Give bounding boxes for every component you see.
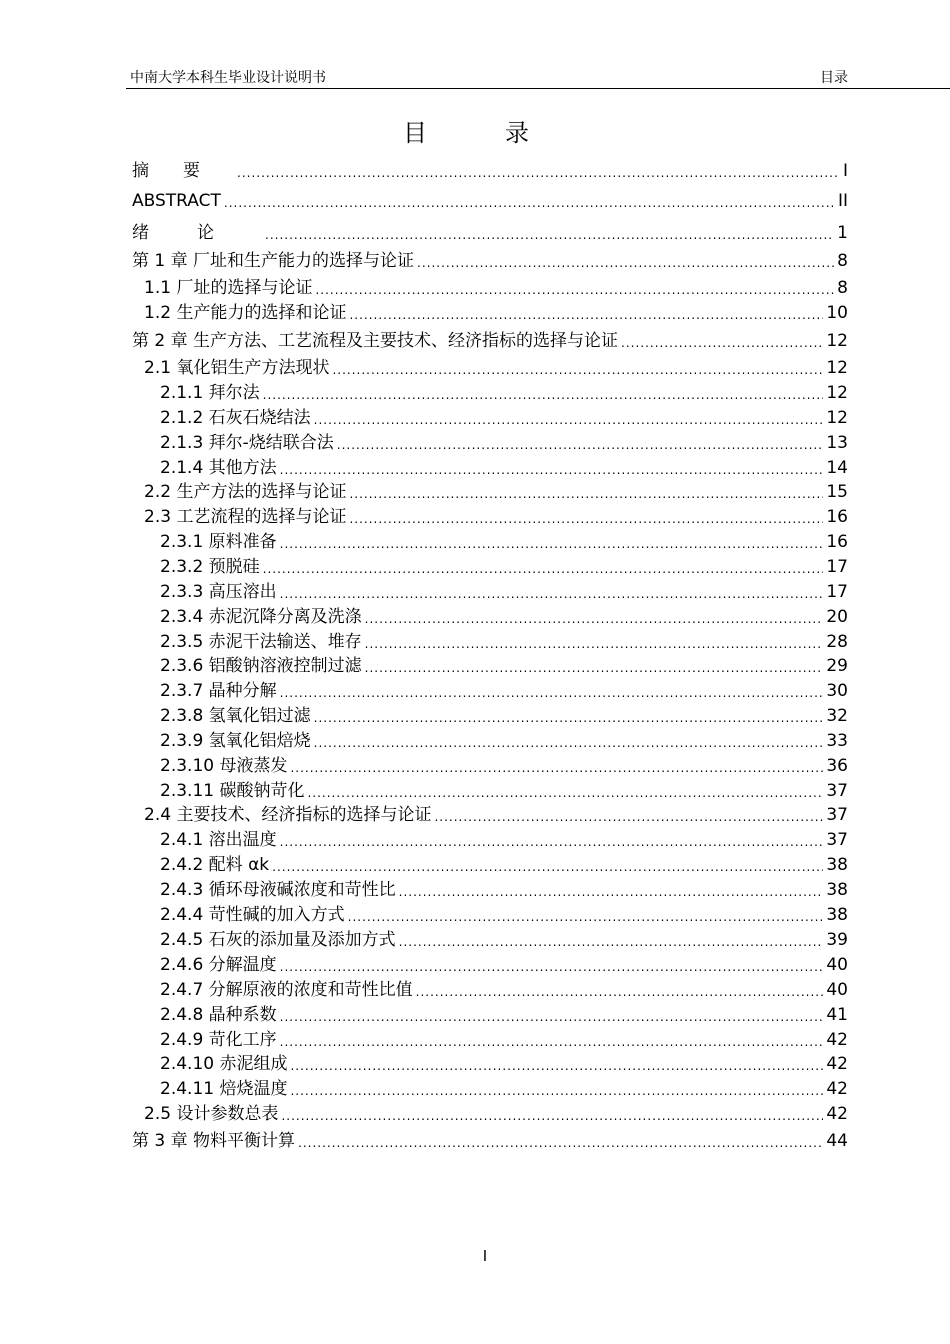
toc-entry-label: 2.4 主要技术、经济指标的选择与论证 <box>144 805 432 825</box>
toc-leader-dots <box>265 222 834 244</box>
toc-entry-label: 2.4.7 分解原液的浓度和苛性比值 <box>160 980 413 1000</box>
toc-leader-dots <box>281 1103 823 1125</box>
toc-entry-page: 30 <box>826 681 848 701</box>
toc-entry-page: 8 <box>837 278 848 298</box>
toc-entry-label: 2.1.2 石灰石烧结法 <box>160 408 311 428</box>
toc-leader-dots <box>337 432 824 454</box>
toc-leader-dots <box>280 1029 824 1051</box>
toc-leader-dots <box>349 302 823 324</box>
toc-entry-label: 2.3.9 氢氧化铝焙烧 <box>160 731 311 751</box>
toc-entry-page: 8 <box>837 251 848 271</box>
toc-leader-dots <box>280 829 824 851</box>
toc-entry-page: 13 <box>826 433 848 453</box>
toc-leader-dots <box>349 481 823 503</box>
toc-entry[interactable] <box>132 250 848 272</box>
toc-entry-page: 20 <box>826 607 848 627</box>
toc-entry-label: 2.1.3 拜尔-烧结联合法 <box>160 433 334 453</box>
toc-leader-dots <box>280 581 824 603</box>
toc-entry-page: 12 <box>826 383 848 403</box>
toc-entry[interactable] <box>160 954 848 976</box>
toc-entry-label: 2.3.7 晶种分解 <box>160 681 277 701</box>
toc-entry-page: 38 <box>826 905 848 925</box>
toc-entry-page: 29 <box>826 656 848 676</box>
toc-entry-label: 2.4.9 苛化工序 <box>160 1030 277 1050</box>
toc-entry-page: 12 <box>826 331 848 351</box>
toc-entry-page: 36 <box>826 756 848 776</box>
toc-entry-page: 37 <box>826 830 848 850</box>
toc-entry-page: 38 <box>826 880 848 900</box>
toc-entry[interactable] <box>144 302 848 324</box>
toc-entry-page: 42 <box>826 1030 848 1050</box>
toc-entry[interactable] <box>160 556 848 578</box>
toc-entry-page: 42 <box>826 1104 848 1124</box>
toc-entry-page: 12 <box>826 358 848 378</box>
toc-entry-label: 2.3.5 赤泥干法输送、堆存 <box>160 632 362 652</box>
toc-entry-label: 2.3.4 赤泥沉降分离及洗涤 <box>160 607 362 627</box>
toc-entry[interactable] <box>160 854 848 876</box>
toc-entry-label: 2.5 设计参数总表 <box>144 1104 279 1124</box>
toc-entry[interactable] <box>160 382 848 404</box>
toc-entry[interactable] <box>160 1004 848 1026</box>
toc-leader-dots <box>263 556 824 578</box>
toc-entry-label: 1.2 生产能力的选择和论证 <box>144 303 347 323</box>
toc-leader-dots <box>280 680 824 702</box>
toc-leader-dots <box>416 979 824 1001</box>
toc-entry[interactable] <box>160 680 848 702</box>
toc-entry-label: 2.4.8 晶种系数 <box>160 1005 277 1025</box>
toc-entry[interactable] <box>144 357 848 379</box>
toc-entry[interactable] <box>160 631 848 653</box>
toc-leader-dots <box>365 631 824 653</box>
toc-entry[interactable] <box>160 655 848 677</box>
toc-entry[interactable] <box>160 979 848 1001</box>
toc-leader-dots <box>332 357 823 379</box>
toc-entry-label: 第 1 章 厂址和生产能力的选择与论证 <box>132 251 415 271</box>
toc-leader-dots <box>290 1053 823 1075</box>
toc-leader-dots <box>314 730 824 752</box>
toc-leader-dots <box>621 330 823 352</box>
toc-entry[interactable] <box>144 1103 848 1125</box>
toc-entry-page: 28 <box>826 632 848 652</box>
toc-entry[interactable] <box>132 1130 848 1152</box>
toc-entry-page: 17 <box>826 582 848 602</box>
toc-entry-page: 40 <box>826 980 848 1000</box>
toc-leader-dots <box>280 1004 824 1026</box>
toc-entry-label: 第 2 章 生产方法、工艺流程及主要技术、经济指标的选择与论证 <box>132 331 619 351</box>
toc-leader-dots <box>399 929 824 951</box>
toc-entry[interactable] <box>160 879 848 901</box>
toc-leader-dots <box>237 160 840 182</box>
toc-entry-page: 32 <box>826 706 848 726</box>
toc-entry[interactable] <box>132 222 848 244</box>
toc-entry[interactable] <box>160 457 848 479</box>
toc-entry-label: 2.1 氧化铝生产方法现状 <box>144 358 330 378</box>
toc-entry-label: 2.3.11 碳酸钠苛化 <box>160 781 305 801</box>
toc-entry-page: 33 <box>826 731 848 751</box>
toc-entry[interactable] <box>132 160 848 182</box>
toc-leader-dots <box>349 506 823 528</box>
toc-entry[interactable] <box>160 755 848 777</box>
toc-entry[interactable] <box>160 904 848 926</box>
toc-entry-label: 2.3.6 铝酸钠溶液控制过滤 <box>160 656 362 676</box>
toc-entry-page: 14 <box>826 458 848 478</box>
toc-entry-page: 42 <box>826 1079 848 1099</box>
toc-leader-dots <box>263 382 824 404</box>
toc-entry-page: I <box>842 161 848 181</box>
toc-entry-page: 12 <box>826 408 848 428</box>
toc-entry-page: 17 <box>826 557 848 577</box>
toc-entry-label: 2.3.2 预脱硅 <box>160 557 260 577</box>
toc-leader-dots <box>290 755 823 777</box>
toc-entry-label: 2.4.1 溶出温度 <box>160 830 277 850</box>
toc-entry[interactable] <box>160 407 848 429</box>
toc-entry-label: 2.4.11 焙烧温度 <box>160 1079 288 1099</box>
toc-entry-page: 39 <box>826 930 848 950</box>
toc-entry-page: 15 <box>826 482 848 502</box>
toc-leader-dots <box>399 879 824 901</box>
toc-entry-label: 2.3.1 原料准备 <box>160 532 277 552</box>
toc-entry-page: 42 <box>826 1054 848 1074</box>
toc-entry-label: 2.4.3 循环母液碱浓度和苛性比 <box>160 880 396 900</box>
toc-entry-page: II <box>837 191 848 211</box>
toc-leader-dots <box>280 457 824 479</box>
toc-entry-label: 2.3.10 母液蒸发 <box>160 756 288 776</box>
toc-entry-page: 10 <box>826 303 848 323</box>
toc-entry-label: 2.3 工艺流程的选择与论证 <box>144 507 347 527</box>
toc-leader-dots <box>314 407 824 429</box>
page-title: 目录 <box>403 119 607 147</box>
toc-entry[interactable] <box>160 531 848 553</box>
toc-entry-page: 40 <box>826 955 848 975</box>
toc-entry[interactable] <box>160 780 848 802</box>
toc-leader-dots <box>272 854 823 876</box>
toc-entry[interactable] <box>144 481 848 503</box>
toc-entry-label: 2.1.1 拜尔法 <box>160 383 260 403</box>
toc-entry-label: 摘要 <box>132 161 234 181</box>
header-section-name: 目录 <box>820 70 848 86</box>
toc-entry[interactable] <box>160 929 848 951</box>
toc-entry[interactable] <box>160 432 848 454</box>
toc-leader-dots <box>365 655 824 677</box>
toc-entry[interactable] <box>160 1078 848 1100</box>
toc-entry[interactable] <box>160 705 848 727</box>
toc-entry-page: 41 <box>826 1005 848 1025</box>
toc-entry-page: 1 <box>837 223 848 243</box>
toc-entry[interactable] <box>144 277 848 299</box>
toc-entry[interactable] <box>144 506 848 528</box>
toc-entry[interactable] <box>160 606 848 628</box>
toc-entry[interactable] <box>144 804 848 826</box>
toc-entry-page: 37 <box>826 781 848 801</box>
toc-entry[interactable] <box>160 1029 848 1051</box>
toc-entry-label: ABSTRACT <box>132 191 221 211</box>
toc-leader-dots <box>417 250 834 272</box>
toc-entry[interactable] <box>160 581 848 603</box>
toc-entry-page: 38 <box>826 855 848 875</box>
toc-entry-label: 2.4.5 石灰的添加量及添加方式 <box>160 930 396 950</box>
toc-entry-label: 2.2 生产方法的选择与论证 <box>144 482 347 502</box>
toc-entry[interactable] <box>160 1053 848 1075</box>
toc-entry-label: 2.4.6 分解温度 <box>160 955 277 975</box>
toc-entry-label: 2.4.4 苛性碱的加入方式 <box>160 905 345 925</box>
toc-leader-dots <box>434 804 823 826</box>
toc-entry[interactable] <box>160 730 848 752</box>
page-number: I <box>482 1247 488 1265</box>
toc-leader-dots <box>280 954 824 976</box>
header-document-title: 中南大学本科生毕业设计说明书 <box>130 70 326 86</box>
toc-entry-label: 2.4.10 赤泥组成 <box>160 1054 288 1074</box>
toc-leader-dots <box>315 277 834 299</box>
toc-leader-dots <box>314 705 824 727</box>
toc-entry-page: 16 <box>826 507 848 527</box>
toc-entry-label: 2.4.2 配料 αk <box>160 855 270 875</box>
toc-entry-page: 16 <box>826 532 848 552</box>
toc-leader-dots <box>280 531 824 553</box>
toc-leader-dots <box>298 1130 823 1152</box>
toc-entry-label: 2.1.4 其他方法 <box>160 458 277 478</box>
toc-entry-label: 绪论 <box>132 223 262 243</box>
toc-leader-dots <box>290 1078 823 1100</box>
toc-entry[interactable] <box>132 190 848 212</box>
toc-leader-dots <box>307 780 823 802</box>
toc-entry-page: 37 <box>826 805 848 825</box>
toc-leader-dots <box>365 606 824 628</box>
toc-entry-label: 第 3 章 物料平衡计算 <box>132 1131 296 1151</box>
toc-entry-label: 2.3.8 氢氧化铝过滤 <box>160 706 311 726</box>
toc-entry-label: 2.3.3 高压溶出 <box>160 582 277 602</box>
toc-entry-label: 1.1 厂址的选择与论证 <box>144 278 313 298</box>
toc-entry[interactable] <box>160 829 848 851</box>
toc-leader-dots <box>348 904 824 926</box>
toc-entry-page: 44 <box>826 1131 848 1151</box>
toc-leader-dots <box>224 190 835 212</box>
toc-entry[interactable] <box>132 330 848 352</box>
